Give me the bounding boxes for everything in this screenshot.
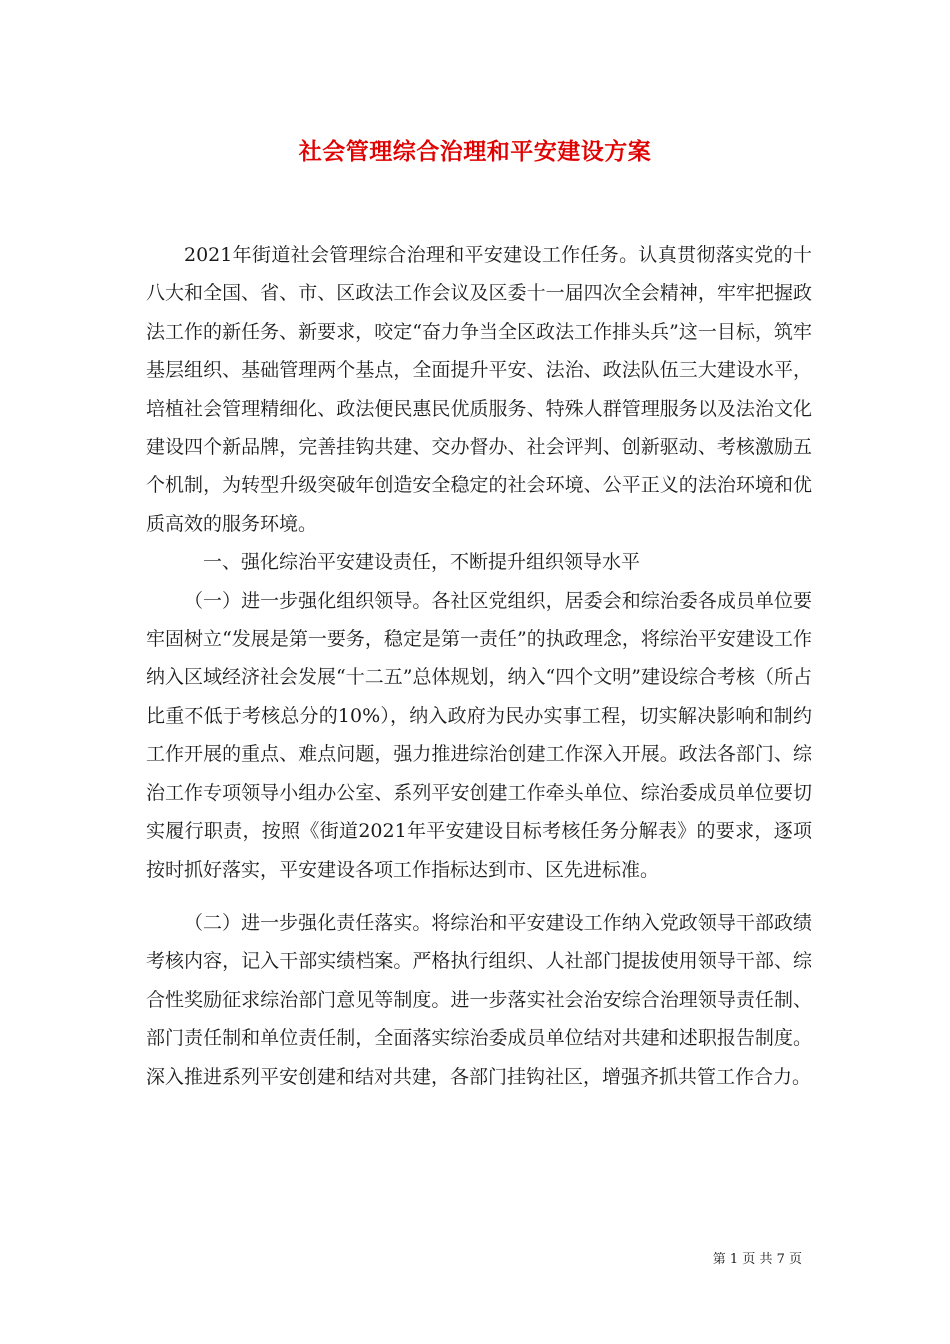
intro-paragraph: 2021年街道社会管理综合治理和平安建设工作任务。认真贯彻落实党的十八大和全国、省、市、区政法工作会议及区委十一届四次全会精神，牢牢把握政法工作的新任务、新要求，咬定“奋力争当全区政法工作排头兵”这一目标，筑牢基层组织、基础管理两个基点，全面提升平安、法治、政法队伍三大建设水平，培植社会管理精细化、政法便民惠民优质服务、特殊人群管理服务以及法治文化建设四个新品牌，完善挂钩共建、交办督办、社会评判、创新驱动、考核激励五个机制，为转型升级突破年创造安全稳定的社会环境、公平正义的法治环境和优质高效的服务环境。 [146, 244, 812, 535]
page-number-footer: 第 1 页 共 7 页 [712, 1252, 802, 1267]
document-body [146, 236, 812, 1096]
section-heading-1: 一、强化综治平安建设责任，不断提升组织领导水平 [203, 551, 641, 574]
subsection-paragraph-2: （二）进一步强化责任落实。将综治和平安建设工作纳入党政领导干部政绩考核内容，记入干部实绩档案。严格执行组织、人社部门提拔使用领导干部、综合性奖励征求综治部门意见等制度。进一步落实社会治安综合治理领导责任制、部门责任制和单位责任制，全面落实综治委成员单位结对共建和述职报告制度。深入推进系列平安创建和结对共建，各部门挂钩社区，增强齐抓共管工作合力。 [146, 911, 812, 1088]
document-title: 社会管理综合治理和平安建设方案 [298, 139, 652, 165]
subsection-paragraph-1: （一）进一步强化组织领导。各社区党组织，居委会和综治委各成员单位要牢固树立“发展是第一要务，稳定是第一责任”的执政理念，将综治平安建设工作纳入区域经济社会发展“十二五”总体规划，纳入“四个文明”建设综合考核（所占比重不低于考核总分的10%），纳入政府为民办实事工程，切实解决影响和制约工作开展的重点、难点问题，强力推进综治创建工作深入开展。政法各部门、综治工作专项领导小组办公室、系列平安创建工作牵头单位、综治委成员单位要切实履行职责，按照《街道2021年平安建设目标考核任务分解表》的要求，逐项按时抓好落实，平安建设各项工作指标达到市、区先进标准。 [146, 589, 812, 881]
